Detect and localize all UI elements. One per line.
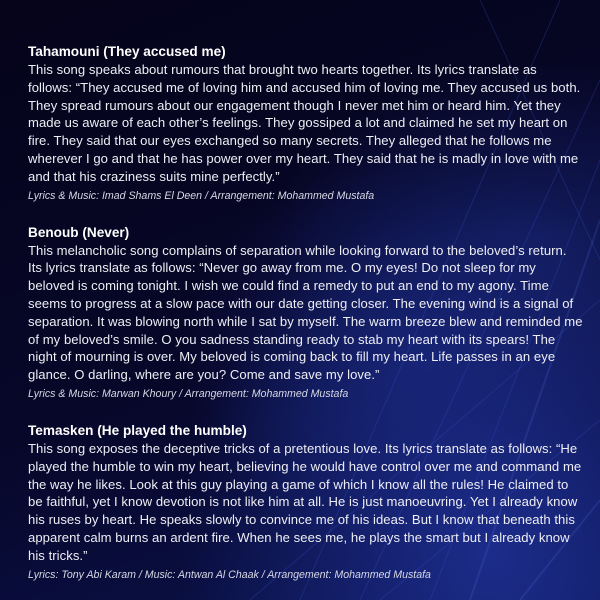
song-section-tahamouni bbox=[28, 43, 583, 204]
song-section-temasken bbox=[28, 422, 583, 583]
song-title: Temasken (He played the humble) bbox=[28, 422, 247, 438]
song-description: This melancholic song complains of separation while looking forward to the beloved’s return. Its lyrics translate as follows: “Never go away from me. O my eyes! Do not sleep for my beloved is coming tonight. I wish we could find a remedy to put an end to my agony. Time seems to progress at a slow pace with our date getting closer. The evening wind is a signal of separation. It was blowing north while I sat by myself. The warm breeze blew and reminded me of my beloved’s smile. O you sadness standing ready to stab my heart with its spears! The night of mourning is over. My beloved is coming back to fill my heart. Life passes in an eye glance. O darling, where are you? Come and save my love.” bbox=[28, 242, 583, 383]
song-credits: Lyrics & Music: Marwan Khoury / Arrangement: Mohammed Mustafa bbox=[28, 387, 349, 400]
song-description: This song speaks about rumours that brought two hearts together. Its lyrics translate as follows: “They accused me of loving him and accused him of loving me. They accused us both. They spread rumours about our engagement though I never met him or heard him. Yet they made us aware of each other’s feelings. They gossiped a lot and claimed he set my heart on fire. They said that our eyes exchanged so many secrets. They alleged that he follows me wherever I go and that he has power over my heart. They said that he is madly in love with me and that his craziness suits mine perfectly.” bbox=[28, 62, 581, 184]
song-title: Tahamouni (They accused me) bbox=[28, 44, 226, 59]
song-credits: Lyrics & Music: Imad Shams El Deen / Arrangement: Mohammed Mustafa bbox=[28, 189, 375, 202]
song-credits: Lyrics: Tony Abi Karam / Music: Antwan Al Chaak / Arrangement: Mohammed Mustafa bbox=[28, 568, 431, 581]
song-section-benoub bbox=[28, 224, 583, 402]
song-description: This song exposes the deceptive tricks of a pretentious love. Its lyrics translate as follows: “He played the humble to win my heart, believing he would have control over me and command me the way he likes. Look at this guy playing a game of which I know all the rules! He claimed to be faithful, yet I know devotion is not like him at all. He is just manoeuvring. Yet I already know his ruses by heart. He speaks slowly to convince me of his ideas. But I know that beneath this apparent calm burns an ardent fire. When he sees me, he plays the smart but I already know his tricks.” bbox=[28, 440, 582, 563]
liner-notes bbox=[28, 43, 583, 600]
song-title: Benoub (Never) bbox=[28, 224, 130, 240]
